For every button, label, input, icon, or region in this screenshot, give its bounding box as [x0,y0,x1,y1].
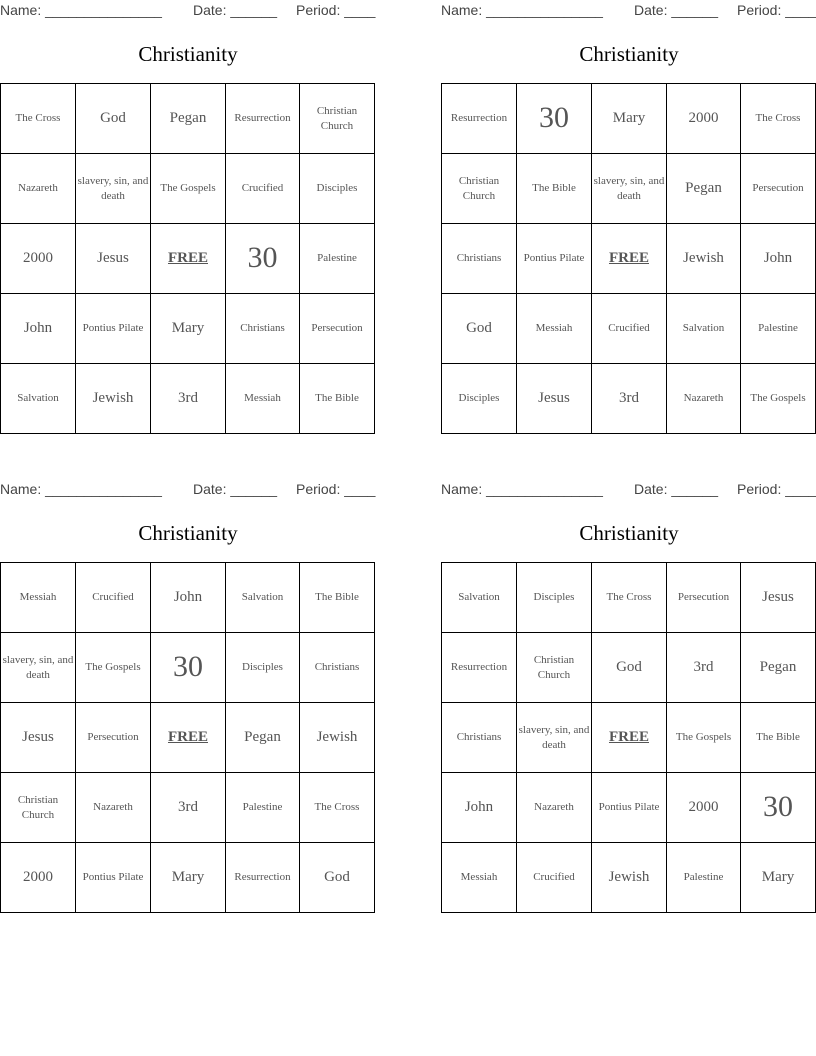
bingo-cell-jewish: Jewish [76,364,151,434]
bingo-cell-god: God [592,633,667,703]
bingo-cell-jesus: Jesus [741,563,816,633]
bingo-cell-the-cross: The Cross [741,84,816,154]
date-field: Date: ______ [193,2,278,18]
free-space-cell: FREE [592,224,667,294]
bingo-cell-persecution: Persecution [300,294,375,364]
bingo-cell-3rd: 3rd [592,364,667,434]
bingo-cell-the-bible: The Bible [300,364,375,434]
bingo-cell-christian-church: Christian Church [517,633,592,703]
student-info-header [441,479,816,501]
bingo-cell-resurrection: Resurrection [226,84,300,154]
bingo-cell-30: 30 [517,84,592,154]
bingo-cell-disciples: Disciples [442,364,517,434]
bingo-cell-palestine: Palestine [741,294,816,364]
bingo-cell-john: John [442,773,517,843]
bingo-cell-nazareth: Nazareth [667,364,741,434]
bingo-cell-salvation: Salvation [667,294,741,364]
bingo-cell-christian-church: Christian Church [1,773,76,843]
bingo-cell-the-cross: The Cross [592,563,667,633]
bingo-cell-the-gospels: The Gospels [76,633,151,703]
bingo-cell-christians: Christians [442,703,517,773]
bingo-cell-the-gospels: The Gospels [151,154,226,224]
bingo-cell-3rd: 3rd [667,633,741,703]
bingo-cell-christian-church: Christian Church [442,154,517,224]
bingo-cell-resurrection: Resurrection [226,843,300,913]
bingo-cell-3rd: 3rd [151,364,226,434]
bingo-cell-palestine: Palestine [300,224,375,294]
period-field: Period: ____ [737,2,816,18]
bingo-cell-2000: 2000 [667,84,741,154]
bingo-cell-jesus: Jesus [517,364,592,434]
bingo-cell-pontius-pilate: Pontius Pilate [517,224,592,294]
period-field: Period: ____ [296,481,376,497]
bingo-cell-crucified: Crucified [76,563,151,633]
date-field: Date: ______ [634,481,719,497]
bingo-cell-pontius-pilate: Pontius Pilate [592,773,667,843]
bingo-cell-30: 30 [151,633,226,703]
bingo-cell-resurrection: Resurrection [442,84,517,154]
name-field: Name: _______________ [441,2,603,18]
bingo-cell-salvation: Salvation [442,563,517,633]
bingo-cell-john: John [741,224,816,294]
bingo-cell-mary: Mary [741,843,816,913]
bingo-cell-jesus: Jesus [76,224,151,294]
bingo-cell-god: God [300,843,375,913]
bingo-cell-jewish: Jewish [667,224,741,294]
bingo-grid [0,83,375,434]
bingo-cell-2000: 2000 [1,224,76,294]
period-field: Period: ____ [296,2,376,18]
card-title: Christianity [579,42,679,66]
student-info-header [441,0,816,22]
bingo-cell-slavery-sin-and-death: slavery, sin, and death [592,154,667,224]
bingo-grid [0,562,375,913]
date-field: Date: ______ [634,2,719,18]
free-space-cell: FREE [592,703,667,773]
bingo-cell-slavery-sin-and-death: slavery, sin, and death [517,703,592,773]
bingo-cell-persecution: Persecution [741,154,816,224]
bingo-cell-messiah: Messiah [517,294,592,364]
bingo-cell-crucified: Crucified [226,154,300,224]
bingo-cell-pegan: Pegan [226,703,300,773]
bingo-cell-god: God [442,294,517,364]
bingo-cell-resurrection: Resurrection [442,633,517,703]
bingo-cell-messiah: Messiah [226,364,300,434]
student-info-header [0,0,376,22]
bingo-cell-the-bible: The Bible [300,563,375,633]
bingo-cell-pegan: Pegan [667,154,741,224]
date-field: Date: ______ [193,481,278,497]
free-space-cell: FREE [151,703,226,773]
period-field: Period: ____ [737,481,816,497]
bingo-cell-messiah: Messiah [442,843,517,913]
bingo-cell-john: John [1,294,76,364]
card-title: Christianity [138,521,238,545]
bingo-cell-pegan: Pegan [151,84,226,154]
free-space-cell: FREE [151,224,226,294]
bingo-cell-jewish: Jewish [592,843,667,913]
bingo-cell-pontius-pilate: Pontius Pilate [76,843,151,913]
bingo-cell-the-gospels: The Gospels [741,364,816,434]
bingo-cell-slavery-sin-and-death: slavery, sin, and death [1,633,76,703]
bingo-cell-30: 30 [741,773,816,843]
bingo-cell-slavery-sin-and-death: slavery, sin, and death [76,154,151,224]
bingo-cell-pontius-pilate: Pontius Pilate [76,294,151,364]
bingo-cell-the-cross: The Cross [1,84,76,154]
bingo-cell-disciples: Disciples [300,154,375,224]
bingo-cell-the-cross: The Cross [300,773,375,843]
bingo-cell-salvation: Salvation [226,563,300,633]
bingo-cell-messiah: Messiah [1,563,76,633]
bingo-cell-salvation: Salvation [1,364,76,434]
bingo-cell-2000: 2000 [667,773,741,843]
bingo-cell-mary: Mary [151,843,226,913]
bingo-cell-christians: Christians [226,294,300,364]
bingo-cell-mary: Mary [151,294,226,364]
bingo-cell-john: John [151,563,226,633]
bingo-cell-nazareth: Nazareth [76,773,151,843]
bingo-cell-christians: Christians [442,224,517,294]
name-field: Name: _______________ [0,481,162,497]
bingo-cell-nazareth: Nazareth [517,773,592,843]
bingo-cell-palestine: Palestine [667,843,741,913]
bingo-cell-mary: Mary [592,84,667,154]
bingo-cell-jesus: Jesus [1,703,76,773]
bingo-cell-the-gospels: The Gospels [667,703,741,773]
bingo-cell-disciples: Disciples [226,633,300,703]
name-field: Name: _______________ [441,481,603,497]
bingo-cell-nazareth: Nazareth [1,154,76,224]
bingo-cell-3rd: 3rd [151,773,226,843]
bingo-cell-persecution: Persecution [667,563,741,633]
bingo-cell-palestine: Palestine [226,773,300,843]
bingo-cell-god: God [76,84,151,154]
bingo-cell-jewish: Jewish [300,703,375,773]
bingo-cell-christian-church: Christian Church [300,84,375,154]
bingo-cell-30: 30 [226,224,300,294]
student-info-header [0,479,376,501]
bingo-grid [441,562,816,913]
bingo-cell-disciples: Disciples [517,563,592,633]
card-title: Christianity [579,521,679,545]
bingo-cell-the-bible: The Bible [517,154,592,224]
bingo-cell-persecution: Persecution [76,703,151,773]
bingo-cell-crucified: Crucified [517,843,592,913]
bingo-cell-pegan: Pegan [741,633,816,703]
bingo-cell-crucified: Crucified [592,294,667,364]
bingo-grid [441,83,816,434]
bingo-cell-christians: Christians [300,633,375,703]
bingo-cell-2000: 2000 [1,843,76,913]
bingo-cell-the-bible: The Bible [741,703,816,773]
name-field: Name: _______________ [0,2,162,18]
card-title: Christianity [138,42,238,66]
